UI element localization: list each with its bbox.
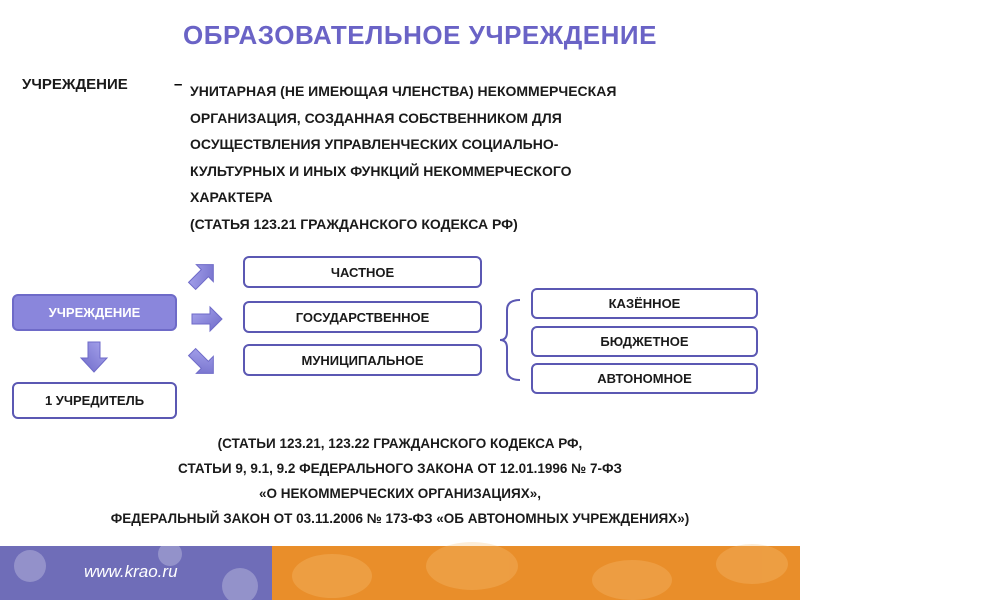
law-line: ФЕДЕРАЛЬНЫЙ ЗАКОН ОТ 03.11.2006 № 173-ФЗ «ОБ АВТОНОМНЫХ УЧРЕЖДЕНИЯХ») <box>110 511 690 526</box>
law-line: СТАТЬИ 9, 9.1, 9.2 ФЕДЕРАЛЬНОГО ЗАКОНА ОТ 12.01.1996 № 7-ФЗ <box>178 461 622 476</box>
arrow-up-right-icon <box>184 256 222 294</box>
definition-line: ОСУЩЕСТВЛЕНИЯ УПРАВЛЕНЧЕСКИХ СОЦИАЛЬНО- <box>190 136 559 152</box>
root-node-uchrezhdenie: УЧРЕЖДЕНИЕ <box>12 294 177 331</box>
definition-line: (СТАТЬЯ 123.21 ГРАЖДАНСКОГО КОДЕКСА РФ) <box>190 215 518 232</box>
arrow-down-icon <box>81 342 107 372</box>
definition-dash: – <box>174 76 183 93</box>
founder-node: 1 УЧРЕДИТЕЛЬ <box>12 382 177 419</box>
kind-node-municipal: МУНИЦИПАЛЬНОЕ <box>243 344 482 376</box>
bracket <box>500 300 520 380</box>
law-line: «О НЕКОММЕРЧЕСКИХ ОРГАНИЗАЦИЯХ», <box>259 486 541 501</box>
definition-line: УНИТАРНАЯ (НЕ ИМЕЮЩАЯ ЧЛЕНСТВА) НЕКОММЕРЧЕСКАЯ <box>190 83 617 99</box>
oak-leaf-pattern-icon <box>272 546 800 600</box>
type-node-kazennoe: КАЗЁННОЕ <box>531 288 758 319</box>
legal-references <box>0 431 800 531</box>
site-url-link[interactable]: www.krao.ru <box>84 562 178 581</box>
footer-left-panel <box>0 546 272 600</box>
kind-node-state: ГОСУДАРСТВЕННОЕ <box>243 301 482 333</box>
definition-line: ХАРАКТЕРА <box>190 189 273 205</box>
arrow-right-icon <box>192 307 222 331</box>
definition-line: ОРГАНИЗАЦИЯ, СОЗДАННАЯ СОБСТВЕННИКОМ ДЛЯ <box>190 109 562 126</box>
definition-line: КУЛЬТУРНЫХ И ИНЫХ ФУНКЦИЙ НЕКОММЕРЧЕСКОГО <box>190 162 572 179</box>
law-line: (СТАТЬИ 123.21, 123.22 ГРАЖДАНСКОГО КОДЕКСА РФ, <box>217 436 583 451</box>
arrow-down-right-icon <box>184 344 222 382</box>
footer-band <box>0 546 991 600</box>
footer-right-panel <box>272 546 991 600</box>
watermark-logo: MyShared <box>886 546 991 571</box>
slide-title: ОБРАЗОВАТЕЛЬНОЕ УЧРЕЖДЕНИЕ <box>183 20 657 50</box>
definition-term: УЧРЕЖДЕНИЕ <box>22 76 128 93</box>
type-node-byudzhetnoe: БЮДЖЕТНОЕ <box>531 326 758 357</box>
type-node-avtonomnoe: АВТОНОМНОЕ <box>531 363 758 394</box>
kind-node-private: ЧАСТНОЕ <box>243 256 482 288</box>
